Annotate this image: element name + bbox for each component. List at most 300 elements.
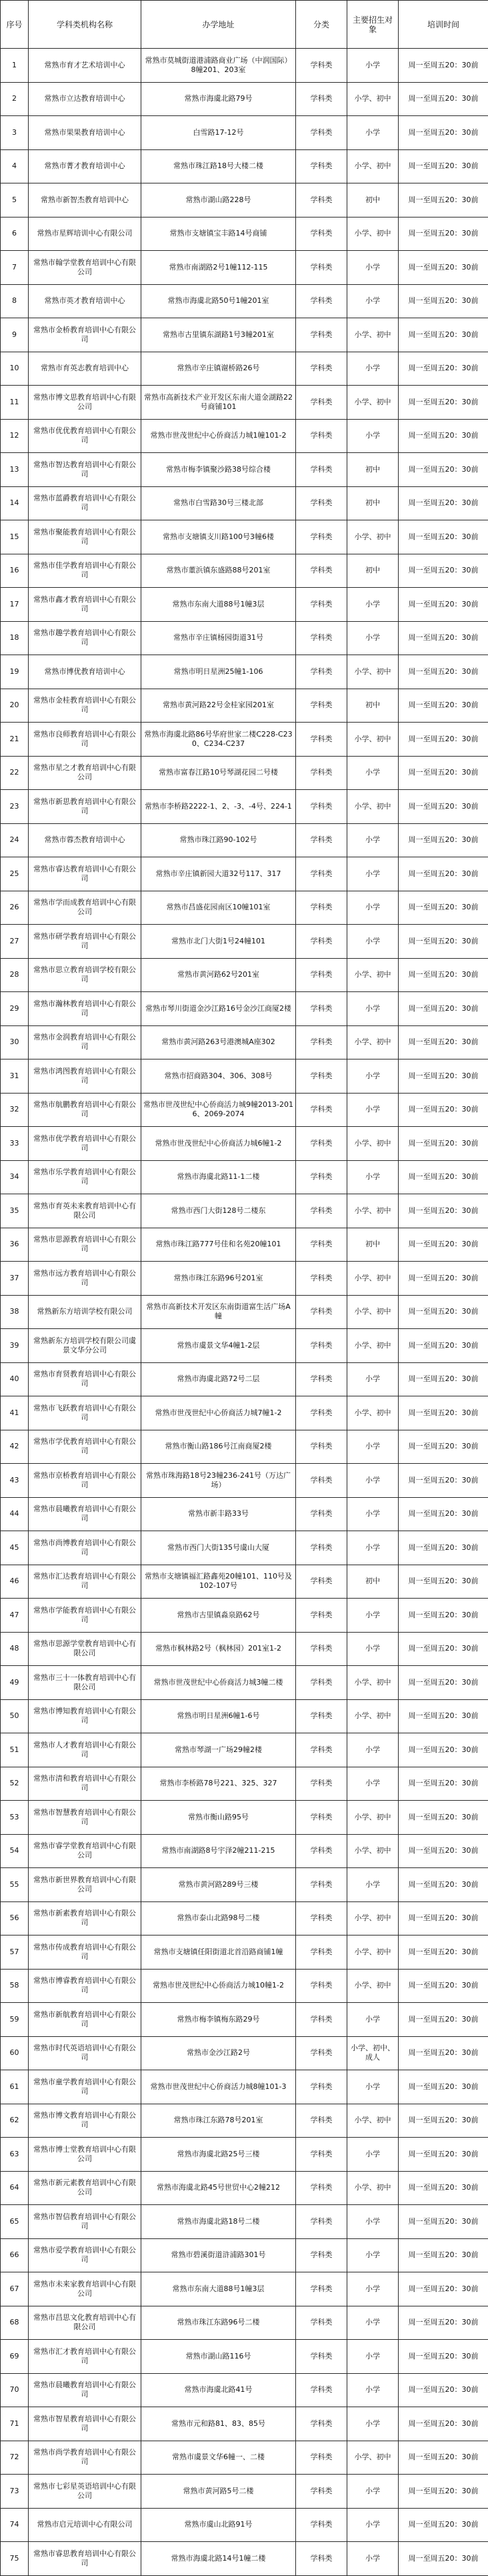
- institution-name: 常熟市星之才教育培训中心有限公司: [29, 756, 141, 790]
- category: 学科类: [296, 2205, 347, 2239]
- address: 常熟市衡山路95号: [141, 1801, 296, 1835]
- training-time: 周一至周五20：30前: [399, 756, 488, 790]
- table-row: [1, 1025, 488, 1059]
- enrollment-target: 小学、初中: [347, 1295, 399, 1329]
- enrollment-target: 初中: [347, 453, 399, 487]
- institution-name: 常熟市育才艺术培训中心: [29, 49, 141, 83]
- institution-name: 常熟新东方培训学校有限公司虞景文华分公司: [29, 1329, 141, 1363]
- institution-name: 常熟市翰学堂教育培训中心有限公司: [29, 251, 141, 285]
- table-row: [1, 1228, 488, 1262]
- table-row: [1, 2441, 488, 2475]
- institution-name: 常熟市菁才教育培训中心: [29, 149, 141, 183]
- training-time: 周一至周五20：30前: [399, 1464, 488, 1498]
- category: 学科类: [296, 1295, 347, 1329]
- category: 学科类: [296, 352, 347, 386]
- institution-name: 常熟市学而成教育培训中心有限公司: [29, 891, 141, 925]
- category: 学科类: [296, 790, 347, 824]
- institution-name: 常熟市聚能教育培训中心有限公司: [29, 520, 141, 554]
- address: 常熟市海虞北路72号二层: [141, 1362, 296, 1396]
- enrollment-target: 初中: [347, 1565, 399, 1599]
- address: 常熟市碧溪街道浒浦路301号: [141, 2238, 296, 2272]
- enrollment-target: 初中: [347, 689, 399, 723]
- category: 学科类: [296, 520, 347, 554]
- address: 常熟市虞景文华4幢1-2层: [141, 1329, 296, 1363]
- enrollment-target: 小学: [347, 49, 399, 83]
- table-row: [1, 689, 488, 723]
- row-index: 70: [1, 2373, 29, 2407]
- institution-name: 常熟市佳学教育培训中心有限公司: [29, 554, 141, 588]
- enrollment-target: 小学、初中、成人: [347, 2036, 399, 2070]
- training-time: 周一至周五20：30前: [399, 1531, 488, 1565]
- enrollment-target: 小学: [347, 2306, 399, 2340]
- header-row: [1, 1, 488, 49]
- training-time: 周一至周五20：30前: [399, 1868, 488, 1902]
- enrollment-target: 小学: [347, 2003, 399, 2037]
- row-index: 15: [1, 520, 29, 554]
- table-row: [1, 1936, 488, 1970]
- training-time: 周一至周五20：30前: [399, 49, 488, 83]
- category: 学科类: [296, 1565, 347, 1599]
- category: 学科类: [296, 1194, 347, 1228]
- category: 学科类: [296, 925, 347, 959]
- enrollment-target: 小学、初中: [347, 149, 399, 183]
- category: 学科类: [296, 588, 347, 622]
- institution-name: 常熟新东方培训学校有限公司: [29, 1295, 141, 1329]
- enrollment-target: 小学: [347, 1767, 399, 1801]
- enrollment-target: 小学: [347, 2205, 399, 2239]
- institution-name: 常熟市金桥教育培训中心有限公司: [29, 318, 141, 352]
- institution-name: 常熟市金润教育培训中心有限公司: [29, 1025, 141, 1059]
- table-row: [1, 1464, 488, 1498]
- enrollment-target: 小学: [347, 1093, 399, 1127]
- table-header: [1, 1, 488, 49]
- table-row: [1, 925, 488, 959]
- training-time: 周一至周五20：30前: [399, 2373, 488, 2407]
- category: 学科类: [296, 1464, 347, 1498]
- institution-name: 常熟市思源学堂教育培训中心有限公司: [29, 1632, 141, 1666]
- row-index: 5: [1, 183, 29, 218]
- institution-name: 常熟市智星教育培训中心有限公司: [29, 2407, 141, 2441]
- address: 常熟市黄河路263号港澳城A座302: [141, 1025, 296, 1059]
- row-index: 69: [1, 2340, 29, 2374]
- category: 学科类: [296, 1801, 347, 1835]
- row-index: 37: [1, 1262, 29, 1296]
- institution-name: 常熟市智信教育培训中心有限公司: [29, 2205, 141, 2239]
- training-time: 周一至周五20：30前: [399, 183, 488, 218]
- enrollment-target: 小学、初中: [347, 1969, 399, 2003]
- training-time: 周一至周五20：30前: [399, 1666, 488, 1700]
- table-row: [1, 49, 488, 83]
- enrollment-target: 小学: [347, 2340, 399, 2374]
- training-time: 周一至周五20：30前: [399, 1699, 488, 1733]
- enrollment-target: 小学: [347, 2070, 399, 2104]
- enrollment-target: 小学、初中: [347, 1025, 399, 1059]
- table-row: [1, 857, 488, 891]
- row-index: 52: [1, 1767, 29, 1801]
- address: 常熟市泰山北路98号二楼: [141, 1901, 296, 1936]
- address: 常熟市古里镇东湖路1号3幢201室: [141, 318, 296, 352]
- row-index: 1: [1, 49, 29, 83]
- table-row: [1, 2306, 488, 2340]
- address: 常熟市元和路81、83、85号: [141, 2407, 296, 2441]
- category: 学科类: [296, 1733, 347, 1767]
- category: 学科类: [296, 891, 347, 925]
- table-row: [1, 1969, 488, 2003]
- table-row: [1, 1329, 488, 1363]
- institution-name: 常熟市优学教育培训中心有限公司: [29, 1127, 141, 1161]
- address: 常熟市衡山路186号江南商厦2楼: [141, 1430, 296, 1464]
- training-time: 周一至周五20：30前: [399, 1733, 488, 1767]
- institution-name: 常熟市良师教育培训中心有限公司: [29, 723, 141, 757]
- category: 学科类: [296, 1228, 347, 1262]
- row-index: 71: [1, 2407, 29, 2441]
- address: 常熟市世茂世纪中心侨商活力城9幢2013-2016、2069-2074: [141, 1093, 296, 1127]
- address: 白雪路17-12号: [141, 116, 296, 150]
- category: 学科类: [296, 453, 347, 487]
- enrollment-target: 初中: [347, 183, 399, 218]
- enrollment-target: 小学、初中: [347, 655, 399, 689]
- row-index: 42: [1, 1430, 29, 1464]
- table-row: [1, 588, 488, 622]
- enrollment-target: 小学、初中: [347, 1936, 399, 1970]
- row-index: 54: [1, 1834, 29, 1868]
- address: 常熟市明日星洲6幢1-6号: [141, 1699, 296, 1733]
- address: 常熟市黄河路5号二楼: [141, 2475, 296, 2509]
- training-time: 周一至周五20：30前: [399, 1969, 488, 2003]
- training-time: 周一至周五20：30前: [399, 2070, 488, 2104]
- category: 学科类: [296, 756, 347, 790]
- address: 常熟市珠江东路96号201室: [141, 1262, 296, 1296]
- institution-name: 常熟市七彩星英语培训中心有限公司: [29, 2475, 141, 2509]
- category: 学科类: [296, 49, 347, 83]
- table-row: [1, 992, 488, 1026]
- table-row: [1, 1160, 488, 1194]
- training-time: 周一至周五20：30前: [399, 891, 488, 925]
- institution-name: 常熟市思立教育培训学校有限公司: [29, 958, 141, 992]
- table-row: [1, 386, 488, 420]
- enrollment-target: 小学: [347, 1531, 399, 1565]
- enrollment-target: 小学: [347, 621, 399, 655]
- table-row: [1, 2475, 488, 2509]
- institution-name: 常熟市优优教育培训中心有限公司: [29, 419, 141, 453]
- institution-name: 常熟市育英未来教育培训中心有限公司: [29, 1194, 141, 1228]
- row-index: 55: [1, 1868, 29, 1902]
- table-row: [1, 1262, 488, 1296]
- address: 常熟市支塘镇任阳街道北首沿路商铺1幢: [141, 1936, 296, 1970]
- institution-name: 常熟市启元培训中心有限公司: [29, 2508, 141, 2542]
- category: 学科类: [296, 2407, 347, 2441]
- institution-name: 常熟市传成教育培训中心有限公司: [29, 1936, 141, 1970]
- address: 常熟市支塘镇支川路100号3幢6楼: [141, 520, 296, 554]
- institution-name: 常熟市睿思教育培训中心有限公司: [29, 2542, 141, 2576]
- enrollment-target: 小学: [347, 992, 399, 1026]
- training-time: 周一至周五20：30前: [399, 1025, 488, 1059]
- row-index: 13: [1, 453, 29, 487]
- row-index: 25: [1, 857, 29, 891]
- table-row: [1, 1531, 488, 1565]
- institution-name: 常熟市远方教育培训中心有限公司: [29, 1262, 141, 1296]
- address: 常熟市南湖路2号1幢112-115: [141, 251, 296, 285]
- institution-name: 常熟市智达教育培训中心有限公司: [29, 453, 141, 487]
- enrollment-target: 小学: [347, 891, 399, 925]
- institution-name: 常熟市汇才教育培训中心有限公司: [29, 2340, 141, 2374]
- row-index: 40: [1, 1362, 29, 1396]
- address: 常熟市珠江路777号佳和名苑20幢101: [141, 1228, 296, 1262]
- row-index: 10: [1, 352, 29, 386]
- category: 学科类: [296, 2542, 347, 2576]
- enrollment-target: 小学: [347, 419, 399, 453]
- table-row: [1, 958, 488, 992]
- table-row: [1, 2171, 488, 2205]
- header-training-time: 培训时间: [399, 1, 488, 49]
- table-row: [1, 790, 488, 824]
- category: 学科类: [296, 857, 347, 891]
- enrollment-target: 小学: [347, 2475, 399, 2509]
- enrollment-target: 小学: [347, 1059, 399, 1094]
- institution-name: 常熟市新智杰教育培训中心: [29, 183, 141, 218]
- training-time: 周一至周五20：30前: [399, 1936, 488, 1970]
- category: 学科类: [296, 1632, 347, 1666]
- enrollment-target: 小学: [347, 2373, 399, 2407]
- enrollment-target: 小学、初中: [347, 520, 399, 554]
- institution-name: 常熟市趣学教育培训中心有限公司: [29, 621, 141, 655]
- category: 学科类: [296, 217, 347, 251]
- training-time: 周一至周五20：30前: [399, 2104, 488, 2138]
- address: 常熟市白雪路30号三楼北部: [141, 486, 296, 520]
- category: 学科类: [296, 992, 347, 1026]
- address: 常熟市古里镇淼泉路62号: [141, 1599, 296, 1633]
- institution-name: 常熟市鑫才教育培训中心有限公司: [29, 588, 141, 622]
- category: 学科类: [296, 1025, 347, 1059]
- row-index: 51: [1, 1733, 29, 1767]
- institution-name: 常熟市睿达教育培训中心有限公司: [29, 857, 141, 891]
- enrollment-target: 小学、初中: [347, 2171, 399, 2205]
- category: 学科类: [296, 2373, 347, 2407]
- enrollment-target: 小学: [347, 116, 399, 150]
- address: 常熟市湖山路228号: [141, 183, 296, 218]
- table-row: [1, 2272, 488, 2306]
- institution-name: 常熟市昌思文化教育培训中心有限公司: [29, 2306, 141, 2340]
- row-index: 21: [1, 723, 29, 757]
- header-category: 分类: [296, 1, 347, 49]
- enrollment-target: 小学: [347, 1464, 399, 1498]
- enrollment-target: 小学: [347, 2542, 399, 2576]
- category: 学科类: [296, 1497, 347, 1531]
- table-row: [1, 2340, 488, 2374]
- row-index: 26: [1, 891, 29, 925]
- row-index: 73: [1, 2475, 29, 2509]
- institution-name: 常熟市博优教育培训中心: [29, 655, 141, 689]
- enrollment-target: 小学: [347, 823, 399, 857]
- row-index: 7: [1, 251, 29, 285]
- row-index: 4: [1, 149, 29, 183]
- header-address: 办学地址: [141, 1, 296, 49]
- table-row: [1, 1901, 488, 1936]
- institution-name: 常熟市鸿图教育培训中心有限公司: [29, 1059, 141, 1094]
- enrollment-target: 小学: [347, 1497, 399, 1531]
- category: 学科类: [296, 2171, 347, 2205]
- address: 常熟市明日星洲25幢1-106: [141, 655, 296, 689]
- category: 学科类: [296, 116, 347, 150]
- institution-name: 常熟市博知教育培训中心有限公司: [29, 1699, 141, 1733]
- category: 学科类: [296, 2003, 347, 2037]
- address: 常熟市莫城街道港浦路商业广场（中润国际）8幢201、203室: [141, 49, 296, 83]
- address: 常熟市昌盛花园南区10幢101室: [141, 891, 296, 925]
- enrollment-target: 小学、初中: [347, 1329, 399, 1363]
- table-row: [1, 1767, 488, 1801]
- table-row: [1, 82, 488, 116]
- address: 常熟市北门大街1号24幢101: [141, 925, 296, 959]
- enrollment-target: 小学: [347, 2508, 399, 2542]
- address: 常熟市世茂世纪中心侨商活力城1幢101-2: [141, 419, 296, 453]
- enrollment-target: 小学、初中: [347, 1262, 399, 1296]
- enrollment-target: 小学: [347, 251, 399, 285]
- table-row: [1, 1834, 488, 1868]
- enrollment-target: 小学、初中: [347, 958, 399, 992]
- row-index: 74: [1, 2508, 29, 2542]
- training-time: 周一至周五20：30前: [399, 2340, 488, 2374]
- table-row: [1, 756, 488, 790]
- institution-name: 常熟市三十一体教育培训中心有限公司: [29, 1666, 141, 1700]
- table-row: [1, 2205, 488, 2239]
- table-row: [1, 1295, 488, 1329]
- table-row: [1, 554, 488, 588]
- institution-name: 常熟市新世界教育培训中心有限公司: [29, 1868, 141, 1902]
- address: 常熟市枫林路2号（枫林园）201室1-2: [141, 1632, 296, 1666]
- training-time: 周一至周五20：30前: [399, 2272, 488, 2306]
- table-row: [1, 1497, 488, 1531]
- table-row: [1, 1059, 488, 1094]
- training-time: 周一至周五20：30前: [399, 1901, 488, 1936]
- address: 常熟市海虞北路79号: [141, 82, 296, 116]
- address: 常熟市高新技术开发区东南街道富生活广场A幢: [141, 1295, 296, 1329]
- enrollment-target: 小学: [347, 2407, 399, 2441]
- enrollment-target: 小学、初中: [347, 1396, 399, 1430]
- row-index: 36: [1, 1228, 29, 1262]
- row-index: 48: [1, 1632, 29, 1666]
- institution-name: 常熟市博睿教育培训中心有限公司: [29, 1969, 141, 2003]
- enrollment-target: 小学、初中: [347, 1666, 399, 1700]
- table-row: [1, 1127, 488, 1161]
- row-index: 14: [1, 486, 29, 520]
- row-index: 22: [1, 756, 29, 790]
- category: 学科类: [296, 1767, 347, 1801]
- row-index: 35: [1, 1194, 29, 1228]
- institution-name: 常熟市京桥教育培训中心有限公司: [29, 1464, 141, 1498]
- row-index: 75: [1, 2542, 29, 2576]
- row-index: 44: [1, 1497, 29, 1531]
- enrollment-target: 小学: [347, 588, 399, 622]
- address: 常熟市西门大街128号二楼东: [141, 1194, 296, 1228]
- row-index: 19: [1, 655, 29, 689]
- enrollment-target: 小学、初中: [347, 1834, 399, 1868]
- training-time: 周一至周五20：30前: [399, 1767, 488, 1801]
- institution-name: 常熟市博文思教育培训中心有限公司: [29, 386, 141, 420]
- row-index: 56: [1, 1901, 29, 1936]
- training-time: 周一至周五20：30前: [399, 1329, 488, 1363]
- training-time: 周一至周五20：30前: [399, 1127, 488, 1161]
- table-row: [1, 723, 488, 757]
- category: 学科类: [296, 1362, 347, 1396]
- category: 学科类: [296, 958, 347, 992]
- enrollment-target: 小学: [347, 1632, 399, 1666]
- address: 常熟市新丰路33号: [141, 1497, 296, 1531]
- table-row: [1, 149, 488, 183]
- table-row: [1, 1699, 488, 1733]
- address: 常熟市海虞北路25号三楼: [141, 2138, 296, 2172]
- address: 常熟市支塘镇宝丰路14号商铺: [141, 217, 296, 251]
- enrollment-target: 小学: [347, 1599, 399, 1633]
- address: 常熟市世茂世纪中心侨商活力城8幢101-3: [141, 2070, 296, 2104]
- table-row: [1, 217, 488, 251]
- category: 学科类: [296, 655, 347, 689]
- enrollment-target: 小学: [347, 284, 399, 318]
- row-index: 41: [1, 1396, 29, 1430]
- training-time: 周一至周五20：30前: [399, 588, 488, 622]
- address: 常熟市梅李镇梅东路29号: [141, 2003, 296, 2037]
- enrollment-target: 小学: [347, 2238, 399, 2272]
- table-row: [1, 2070, 488, 2104]
- training-time: 周一至周五20：30前: [399, 1160, 488, 1194]
- category: 学科类: [296, 1531, 347, 1565]
- training-time: 周一至周五20：30前: [399, 1834, 488, 1868]
- table-row: [1, 655, 488, 689]
- address: 常熟市南湖路8号宇泽2幢211-215: [141, 1834, 296, 1868]
- row-index: 47: [1, 1599, 29, 1633]
- institution-name: 常熟市尚学教育培训中心有限公司: [29, 2441, 141, 2475]
- enrollment-target: 初中: [347, 554, 399, 588]
- address: 常熟市李桥路78号221、325、327: [141, 1767, 296, 1801]
- institution-name: 常熟市飞跃教育培训中心有限公司: [29, 1396, 141, 1430]
- category: 学科类: [296, 1868, 347, 1902]
- address: 常熟市世茂世纪中心侨商活力城7幢1-2: [141, 1396, 296, 1430]
- address: 常熟市世茂世纪中心侨商活力城6幢1-2: [141, 1127, 296, 1161]
- address: 常熟市黄河路62号201室: [141, 958, 296, 992]
- training-time: 周一至周五20：30前: [399, 958, 488, 992]
- training-time: 周一至周五20：30前: [399, 1801, 488, 1835]
- enrollment-target: 小学、初中: [347, 386, 399, 420]
- category: 学科类: [296, 1127, 347, 1161]
- training-time: 周一至周五20：30前: [399, 1565, 488, 1599]
- enrollment-target: 小学、初中: [347, 1801, 399, 1835]
- enrollment-target: 初中: [347, 486, 399, 520]
- row-index: 9: [1, 318, 29, 352]
- training-time: 周一至周五20：30前: [399, 655, 488, 689]
- category: 学科类: [296, 1262, 347, 1296]
- category: 学科类: [296, 284, 347, 318]
- address: 常熟市梅李镇聚沙路38号综合楼: [141, 453, 296, 487]
- table-row: [1, 1362, 488, 1396]
- category: 学科类: [296, 1160, 347, 1194]
- row-index: 49: [1, 1666, 29, 1700]
- table-row: [1, 2373, 488, 2407]
- enrollment-target: 小学: [347, 352, 399, 386]
- institution-name: 常熟市新航教育培训中心有限公司: [29, 2003, 141, 2037]
- category: 学科类: [296, 1699, 347, 1733]
- enrollment-target: 小学、初中: [347, 1699, 399, 1733]
- training-time: 周一至周五20：30前: [399, 689, 488, 723]
- category: 学科类: [296, 621, 347, 655]
- table-row: [1, 1801, 488, 1835]
- institution-name: 常熟市思源教育培训中心有限公司: [29, 1228, 141, 1262]
- row-index: 27: [1, 925, 29, 959]
- row-index: 59: [1, 2003, 29, 2037]
- address: 常熟市世茂世纪中心侨商活力城3幢二楼: [141, 1666, 296, 1700]
- category: 学科类: [296, 318, 347, 352]
- address: 常熟市辛庄镇新园大道32号117、317: [141, 857, 296, 891]
- training-time: 周一至周五20：30前: [399, 486, 488, 520]
- header-index: 序号: [1, 1, 29, 49]
